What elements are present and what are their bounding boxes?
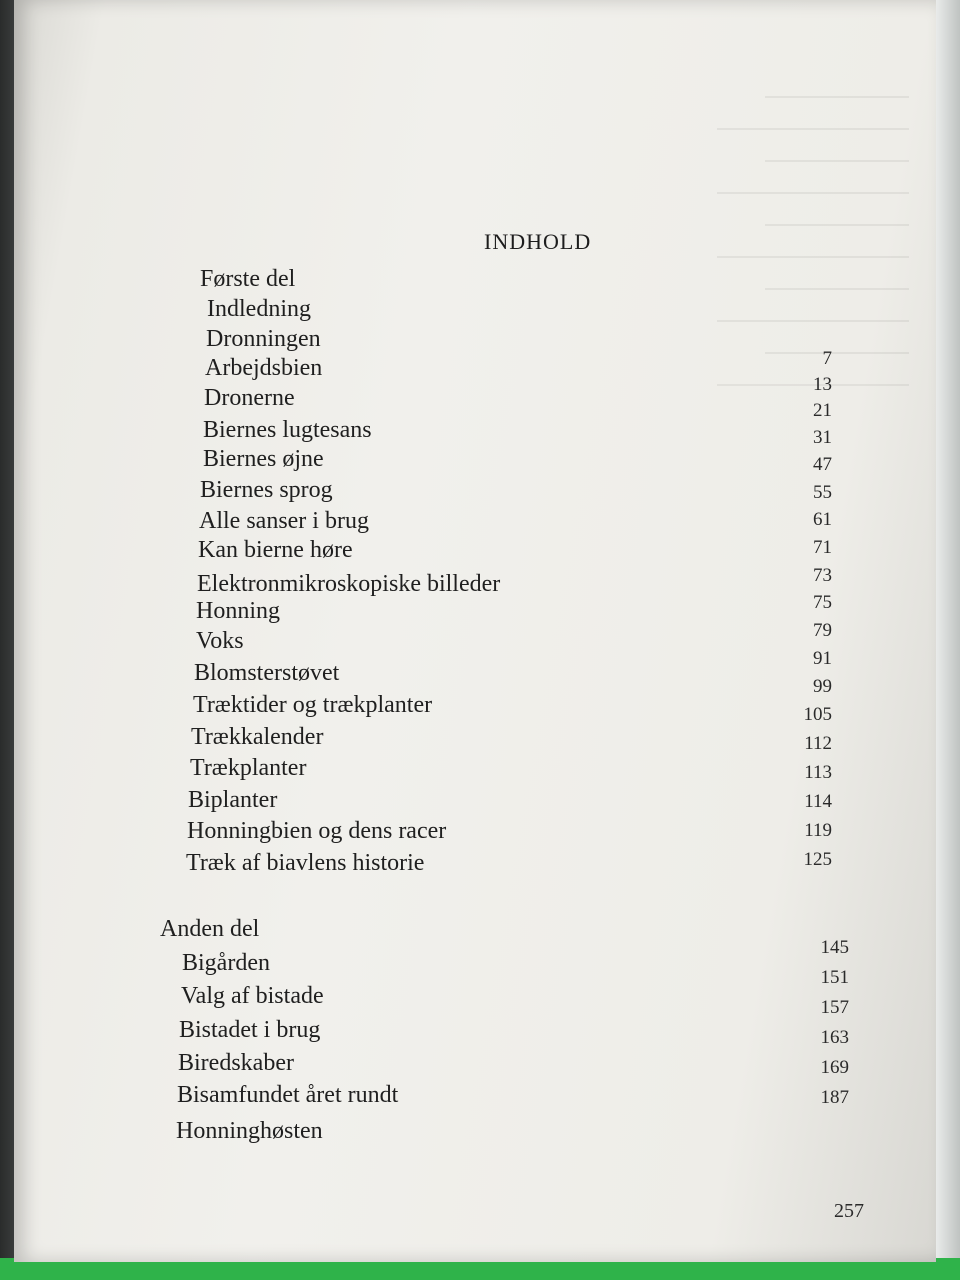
toc-page-number: 112 <box>804 733 832 754</box>
toc-entry: Blomsterstøvet <box>194 660 340 686</box>
toc-heading: INDHOLD <box>484 229 592 254</box>
toc-page-number: 157 <box>820 997 849 1018</box>
toc-page-number: 55 <box>813 482 832 503</box>
toc-entry: Honninghøsten <box>176 1118 323 1144</box>
toc-page-number: 99 <box>813 676 832 697</box>
toc-entry: Elektronmikroskopiske billeder <box>197 571 501 597</box>
toc-entry: Trækkalender <box>191 724 324 750</box>
toc-entry: Træktider og trækplanter <box>193 692 433 718</box>
toc-entry: Honningbien og dens racer <box>187 818 447 844</box>
toc-page-number: 169 <box>820 1057 849 1078</box>
toc-page-number: 61 <box>813 509 832 530</box>
toc-page-number: 145 <box>820 937 849 958</box>
toc-page-number: 119 <box>804 820 832 841</box>
toc-page-number: 71 <box>813 537 832 558</box>
toc-page-number: 47 <box>813 454 832 475</box>
toc-page-number: 13 <box>813 374 832 395</box>
toc-entry: Alle sanser i brug <box>199 508 369 534</box>
toc-page-number: 21 <box>813 400 832 421</box>
toc-page-number: 31 <box>813 427 832 448</box>
toc-page-number: 105 <box>803 704 832 725</box>
toc-entry: Valg af bistade <box>181 983 324 1009</box>
toc-entry: Bigården <box>182 950 270 976</box>
toc-entry: Trækplanter <box>190 755 307 781</box>
toc-page-number: 113 <box>804 762 832 783</box>
toc-page-number: 79 <box>813 620 832 641</box>
toc-entry: Voks <box>196 628 244 654</box>
toc-page-number: 163 <box>820 1027 849 1048</box>
toc-page-number: 151 <box>820 967 849 988</box>
toc-entry: Kan bierne høre <box>198 537 353 563</box>
toc-entry: Biredskaber <box>178 1050 294 1076</box>
toc-entry: Bisamfundet året rundt <box>177 1082 399 1108</box>
toc-page-number: 73 <box>813 565 832 586</box>
toc-entry: Biernes øjne <box>203 446 324 472</box>
toc-entry: Biplanter <box>188 787 278 813</box>
toc-entry: Træk af biavlens historie <box>186 850 425 876</box>
toc-entry: Biernes lugtesans <box>203 417 372 443</box>
toc-page-number: 125 <box>803 849 832 870</box>
toc-page-number: 7 <box>822 348 832 369</box>
show-through-text <box>669 70 909 390</box>
part-title-1: Første del <box>200 266 296 292</box>
toc-entry: Honning <box>196 598 280 624</box>
toc-entry: Indledning <box>207 296 311 322</box>
part-title-2: Anden del <box>160 916 260 942</box>
toc-entry: Bistadet i brug <box>179 1017 321 1043</box>
toc-entry: Arbejdsbien <box>205 355 323 381</box>
toc-page-number: 91 <box>813 648 832 669</box>
toc-entry: Biernes sprog <box>200 477 333 503</box>
toc-entry: Dronningen <box>206 326 321 352</box>
toc-page-number: 114 <box>804 791 832 812</box>
toc-entry: Dronerne <box>204 385 295 411</box>
book-page <box>14 0 936 1262</box>
toc-page-number: 187 <box>820 1087 849 1108</box>
page-number: 257 <box>834 1200 864 1222</box>
toc-page-number: 75 <box>813 592 832 613</box>
